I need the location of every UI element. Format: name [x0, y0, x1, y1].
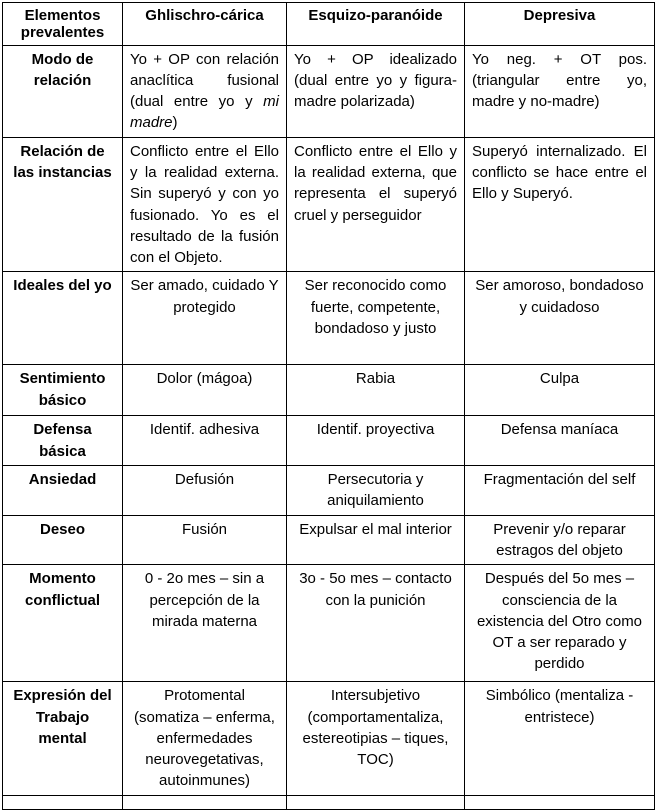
cell-modo-depresiva: Yo neg. + OT pos. (triangular entre yo, madre y no-madre) [465, 45, 655, 137]
cell-ideales-esquizo: Ser reconocido como fuerte, competente, bondadoso y justo [287, 272, 465, 365]
column-header-elementos-prevalentes: Elementos prevalentes [3, 3, 123, 46]
cell-deseo-depresiva: Prevenir y/o reparar estragos del objeto [465, 515, 655, 565]
cell-instancias-esquizo: Conflicto entre el Ello y la realidad externa, que representa el superyó cruel y perseguidor [287, 137, 465, 272]
empty-cell [3, 795, 123, 809]
cell-defensa-depresiva: Defensa maníaca [465, 416, 655, 466]
row-label-defensa-basica: Defensa básica [3, 416, 123, 466]
cell-expresion-depresiva: Simbólico (mentaliza - entristece) [465, 682, 655, 795]
cell-ansiedad-depresiva: Fragmentación del self [465, 466, 655, 516]
column-header-depresiva: Depresiva [465, 3, 655, 46]
cell-deseo-esquizo: Expulsar el mal interior [287, 515, 465, 565]
table-row-defensa-basica [3, 416, 655, 466]
table-row-expresion-trabajo-mental [3, 682, 655, 795]
cell-momento-ghlischro: 0 - 2o mes – sin a percepción de la mirada materna [123, 565, 287, 682]
empty-cell [287, 795, 465, 809]
row-label-deseo: Deseo [3, 515, 123, 565]
table-header-row [3, 3, 655, 46]
table-row-ansiedad [3, 466, 655, 516]
cell-ansiedad-ghlischro: Defusión [123, 466, 287, 516]
cell-instancias-ghlischro: Conflicto entre el Ello y la realidad externa. Sin superyó y con yo fusionado. Yo es el resultado de la fusión con el Objeto. [123, 137, 287, 272]
cell-momento-depresiva: Después del 5o mes – consciencia de la existencia del Otro como OT a ser reparado y perdido [465, 565, 655, 682]
cell-modo-ghlischro [123, 45, 287, 137]
cell-sentimiento-ghlischro: Dolor (mágoa) [123, 365, 287, 416]
cell-expresion-esquizo: Intersubjetivo (comportamentaliza, estereotipias – tiques, TOC) [287, 682, 465, 795]
cell-ideales-ghlischro: Ser amado, cuidado Y protegido [123, 272, 287, 365]
row-label-expresion-trabajo-mental: Expresión del Trabajo mental [3, 682, 123, 795]
cell-ansiedad-esquizo: Persecutoria y aniquilamiento [287, 466, 465, 516]
column-header-ghlischro-carica: Ghlischro-cárica [123, 3, 287, 46]
row-label-sentimiento-basico: Sentimiento básico [3, 365, 123, 416]
cell-defensa-ghlischro: Identif. adhesiva [123, 416, 287, 466]
cell-deseo-ghlischro: Fusión [123, 515, 287, 565]
empty-cell [465, 795, 655, 809]
table-row-deseo [3, 515, 655, 565]
cell-defensa-esquizo: Identif. proyectiva [287, 416, 465, 466]
row-label-relacion-instancias: Relación de las instancias [3, 137, 123, 272]
column-header-esquizo-paranoide: Esquizo-paranóide [287, 3, 465, 46]
table-row-relacion-instancias [3, 137, 655, 272]
empty-cell [123, 795, 287, 809]
cell-expresion-ghlischro: Protomental (somatiza – enferma, enfermedades neurovegetativas, autoinmunes) [123, 682, 287, 795]
cell-text: Yo + OP con relación anaclítica fusional (dual entre yo y [130, 50, 279, 111]
cell-instancias-depresiva: Superyó internalizado. El conflicto se hace entre el Ello y Superyó. [465, 137, 655, 272]
cell-text-italic: mi madre [130, 93, 279, 132]
cell-momento-esquizo: 3o - 5o mes – contacto con la punición [287, 565, 465, 682]
row-label-momento-conflictual: Momento conflictual [3, 565, 123, 682]
cell-ideales-depresiva: Ser amoroso, bondadoso y cuidadoso [465, 272, 655, 365]
cell-sentimiento-esquizo: Rabia [287, 365, 465, 416]
cell-text: ) [172, 114, 178, 132]
comparison-table [2, 2, 655, 810]
row-label-ideales-del-yo: Ideales del yo [3, 272, 123, 365]
table-row-momento-conflictual [3, 565, 655, 682]
row-label-modo-de-relacion: Modo de relación [3, 45, 123, 137]
cell-modo-esquizo: Yo + OP idealizado (dual entre yo y figura-madre polarizada) [287, 45, 465, 137]
row-label-ansiedad: Ansiedad [3, 466, 123, 516]
table-row-empty [3, 795, 655, 809]
cell-sentimiento-depresiva: Culpa [465, 365, 655, 416]
table-row-sentimiento-basico [3, 365, 655, 416]
table-row-ideales-del-yo [3, 272, 655, 365]
table-row-modo-de-relacion [3, 45, 655, 137]
